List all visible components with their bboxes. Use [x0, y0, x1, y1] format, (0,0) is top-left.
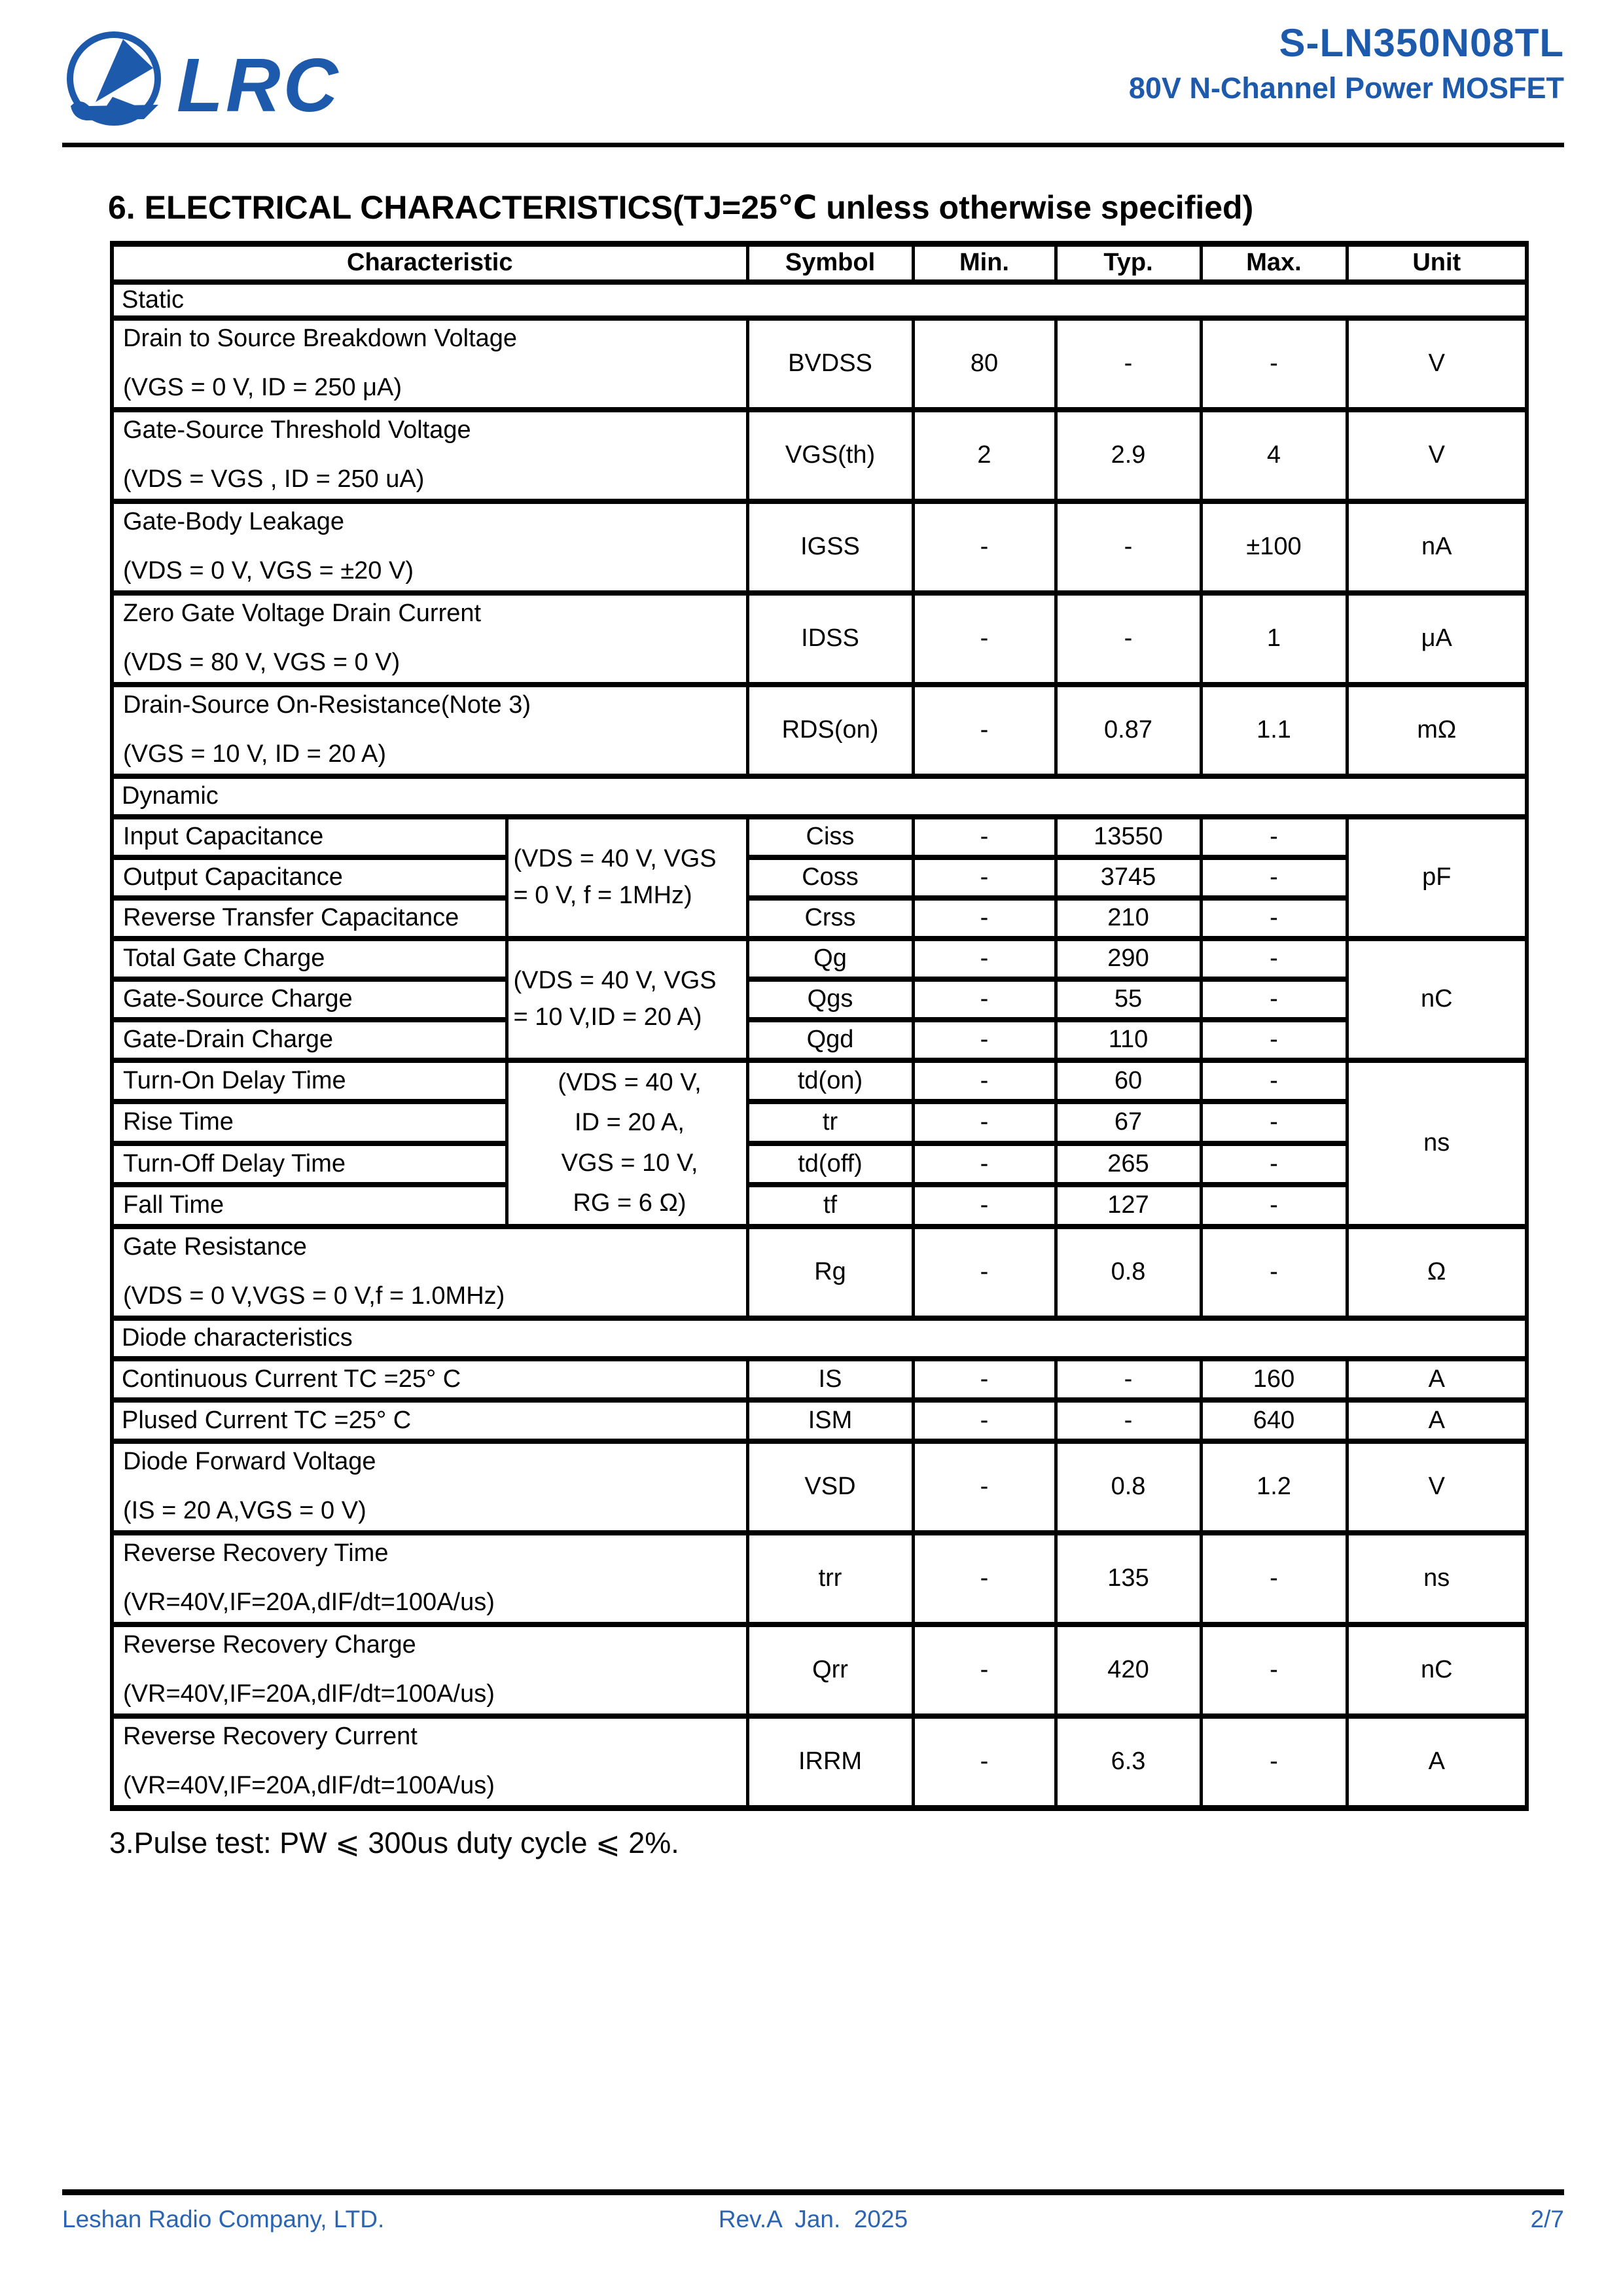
typ-cell: 2.9	[1056, 410, 1201, 501]
row-idss	[112, 593, 1527, 685]
max-cell: 1	[1201, 593, 1347, 685]
footer-revision: Rev.A Jan. 2025	[718, 2206, 908, 2233]
min-cell: -	[913, 1185, 1056, 1227]
characteristic-cell: Gate-Source Charge	[112, 979, 507, 1020]
characteristic-cell: Gate-Drain Charge	[112, 1020, 507, 1060]
unit-cell: V	[1347, 410, 1527, 501]
characteristic-cell: Turn-On Delay Time	[112, 1060, 507, 1102]
row-qrr	[112, 1624, 1527, 1716]
symbol-cell: tr	[747, 1102, 913, 1143]
unit-cell: nC	[1347, 1624, 1527, 1716]
typ-cell: 110	[1056, 1020, 1201, 1060]
symbol-cell: IS	[747, 1359, 913, 1400]
row-igss	[112, 501, 1527, 593]
section-row-static	[112, 282, 1527, 318]
max-cell: -	[1201, 1716, 1347, 1808]
typ-cell: 0.8	[1056, 1441, 1201, 1533]
min-cell: -	[913, 1624, 1056, 1716]
min-cell: -	[913, 685, 1056, 776]
row-is	[112, 1359, 1527, 1400]
symbol-cell: td(on)	[747, 1060, 913, 1102]
characteristic-cell: Reverse Transfer Capacitance	[112, 898, 507, 939]
characteristic-name: Drain-Source On-Resistance(Note 3)	[123, 691, 531, 719]
document-title-block	[1129, 22, 1564, 105]
min-cell: -	[913, 1533, 1056, 1624]
section-row-diode	[112, 1318, 1527, 1359]
symbol-cell: IGSS	[747, 501, 913, 593]
min-cell: -	[913, 1716, 1056, 1808]
characteristic-name: Diode Forward Voltage	[123, 1447, 376, 1475]
min-cell: -	[913, 1143, 1056, 1185]
typ-cell: 60	[1056, 1060, 1201, 1102]
min-cell: -	[913, 979, 1056, 1020]
characteristic-cell: Input Capacitance	[112, 817, 507, 857]
max-cell: -	[1201, 1102, 1347, 1143]
row-qgd	[112, 1020, 1527, 1060]
typ-cell: -	[1056, 501, 1201, 593]
characteristic-name: Reverse Recovery Charge	[123, 1630, 416, 1659]
pulse-test-note: 3.Pulse test: PW ⩽ 300us duty cycle ⩽ 2%.	[109, 1825, 679, 1859]
characteristic-cell: Plused Current TC =25° C	[112, 1400, 747, 1441]
footer-company: Leshan Radio Company, LTD.	[62, 2206, 385, 2233]
section-label: Diode characteristics	[112, 1318, 1527, 1359]
characteristic-cell: Output Capacitance	[112, 857, 507, 898]
condition-line: VGS = 10 V,	[561, 1149, 698, 1177]
min-cell: 2	[913, 410, 1056, 501]
characteristic-cell: Fall Time	[112, 1185, 507, 1227]
row-irrm	[112, 1716, 1527, 1808]
max-cell: -	[1201, 1227, 1347, 1318]
footer-page-number: 2/7	[1530, 2206, 1564, 2233]
col-header-characteristic: Characteristic	[112, 244, 747, 282]
row-rg	[112, 1227, 1527, 1318]
characteristic-name: Gate-Body Leakage	[123, 507, 345, 535]
condition-line: (VDS = 40 V, VGS	[513, 967, 717, 995]
symbol-cell: IDSS	[747, 593, 913, 685]
row-bvdss	[112, 318, 1527, 410]
symbol-cell: Qgd	[747, 1020, 913, 1060]
characteristic-name: Reverse Recovery Time	[123, 1539, 389, 1567]
min-cell: -	[913, 1441, 1056, 1533]
condition-line: = 10 V,ID = 20 A)	[513, 1003, 702, 1031]
characteristic-cell: Continuous Current TC =25° C	[112, 1359, 747, 1400]
electrical-characteristics-table	[110, 241, 1529, 1811]
typ-cell: -	[1056, 318, 1201, 410]
max-cell: -	[1201, 1020, 1347, 1060]
min-cell: -	[913, 593, 1056, 685]
symbol-cell: Ciss	[747, 817, 913, 857]
col-header-symbol: Symbol	[747, 244, 913, 282]
symbol-cell: BVDSS	[747, 318, 913, 410]
part-number: S-LN350N08TL	[1279, 21, 1564, 65]
test-condition: (VDS = 0 V,VGS = 0 V,f = 1.0MHz)	[123, 1282, 505, 1310]
typ-cell: -	[1056, 1400, 1201, 1441]
row-coss	[112, 857, 1527, 898]
unit-cell: V	[1347, 318, 1527, 410]
max-cell: -	[1201, 939, 1347, 979]
symbol-cell: ISM	[747, 1400, 913, 1441]
min-cell: -	[913, 817, 1056, 857]
condition-line: RG = 6 Ω)	[573, 1189, 687, 1217]
row-tf	[112, 1185, 1527, 1227]
row-qg	[112, 939, 1527, 979]
characteristic-cell	[112, 685, 747, 776]
row-rdson	[112, 685, 1527, 776]
test-condition: (VDS = VGS , ID = 250 uA)	[123, 465, 425, 493]
max-cell: -	[1201, 1624, 1347, 1716]
unit-cell: mΩ	[1347, 685, 1527, 776]
section-row-dynamic	[112, 776, 1527, 817]
max-cell: -	[1201, 1143, 1347, 1185]
typ-cell: 13550	[1056, 817, 1201, 857]
symbol-cell: Crss	[747, 898, 913, 939]
max-cell: -	[1201, 1185, 1347, 1227]
typ-cell: 290	[1056, 939, 1201, 979]
max-cell: -	[1201, 1533, 1347, 1624]
characteristic-name: Gate-Source Threshold Voltage	[123, 416, 471, 444]
min-cell: -	[913, 857, 1056, 898]
test-condition: (VR=40V,IF=20A,dIF/dt=100A/us)	[123, 1588, 495, 1616]
unit-cell: nC	[1347, 939, 1527, 1060]
unit-cell: A	[1347, 1400, 1527, 1441]
typ-cell: 67	[1056, 1102, 1201, 1143]
unit-cell: V	[1347, 1441, 1527, 1533]
characteristic-cell	[112, 1624, 747, 1716]
typ-cell: 0.8	[1056, 1227, 1201, 1318]
typ-cell: 135	[1056, 1533, 1201, 1624]
max-cell: 4	[1201, 410, 1347, 501]
unit-cell: μA	[1347, 593, 1527, 685]
symbol-cell: Rg	[747, 1227, 913, 1318]
unit-cell: A	[1347, 1716, 1527, 1808]
table-header-row	[112, 244, 1527, 282]
symbol-cell: Coss	[747, 857, 913, 898]
characteristic-cell: Rise Time	[112, 1102, 507, 1143]
min-cell: 80	[913, 318, 1056, 410]
typ-cell: 6.3	[1056, 1716, 1201, 1808]
symbol-cell: IRRM	[747, 1716, 913, 1808]
section-title: 6. ELECTRICAL CHARACTERISTICS(TJ=25℃ unless otherwise specified)	[108, 189, 1254, 226]
test-condition: (VR=40V,IF=20A,dIF/dt=100A/us)	[123, 1771, 495, 1799]
footer	[62, 2206, 1564, 2238]
unit-cell: ns	[1347, 1060, 1527, 1227]
characteristic-cell	[112, 593, 747, 685]
symbol-cell: trr	[747, 1533, 913, 1624]
max-cell: 1.1	[1201, 685, 1347, 776]
min-cell: -	[913, 939, 1056, 979]
test-condition: (IS = 20 A,VGS = 0 V)	[123, 1496, 366, 1524]
max-cell: 640	[1201, 1400, 1347, 1441]
col-header-unit: Unit	[1347, 244, 1527, 282]
typ-cell: -	[1056, 593, 1201, 685]
min-cell: -	[913, 501, 1056, 593]
max-cell: 160	[1201, 1359, 1347, 1400]
max-cell: 1.2	[1201, 1441, 1347, 1533]
min-cell: -	[913, 1102, 1056, 1143]
characteristic-cell: Total Gate Charge	[112, 939, 507, 979]
min-cell: -	[913, 1060, 1056, 1102]
max-cell: -	[1201, 898, 1347, 939]
symbol-cell: VGS(th)	[747, 410, 913, 501]
max-cell: -	[1201, 857, 1347, 898]
symbol-cell: Qgs	[747, 979, 913, 1020]
footer-divider	[62, 2189, 1564, 2195]
symbol-cell: RDS(on)	[747, 685, 913, 776]
characteristic-cell	[112, 1441, 747, 1533]
test-condition: (VR=40V,IF=20A,dIF/dt=100A/us)	[123, 1679, 495, 1708]
col-header-min: Min.	[913, 244, 1056, 282]
row-qgs	[112, 979, 1527, 1020]
characteristic-cell	[112, 1227, 747, 1318]
characteristic-cell	[112, 1533, 747, 1624]
condition-line: ID = 20 A,	[575, 1109, 685, 1137]
max-cell: ±100	[1201, 501, 1347, 593]
row-vsd	[112, 1441, 1527, 1533]
min-cell: -	[913, 1227, 1056, 1318]
symbol-cell: tf	[747, 1185, 913, 1227]
typ-cell: 210	[1056, 898, 1201, 939]
part-subtitle: 80V N-Channel Power MOSFET	[1128, 71, 1564, 105]
min-cell: -	[913, 1020, 1056, 1060]
min-cell: -	[913, 1400, 1056, 1441]
test-condition: (VDS = 0 V, VGS = ±20 V)	[123, 556, 414, 584]
condition-line: (VDS = 40 V, VGS	[513, 845, 717, 873]
condition-line: = 0 V, f = 1MHz)	[513, 881, 692, 909]
section-label: Static	[112, 282, 1527, 318]
typ-cell: 127	[1056, 1185, 1201, 1227]
row-ciss	[112, 817, 1527, 857]
characteristic-cell	[112, 318, 747, 410]
characteristic-cell: Turn-Off Delay Time	[112, 1143, 507, 1185]
condition-cell	[507, 1060, 747, 1227]
max-cell: -	[1201, 318, 1347, 410]
row-ism	[112, 1400, 1527, 1441]
max-cell: -	[1201, 1060, 1347, 1102]
test-condition: (VGS = 0 V, ID = 250 μA)	[123, 373, 402, 401]
col-header-max: Max.	[1201, 244, 1347, 282]
max-cell: -	[1201, 817, 1347, 857]
row-tdoff	[112, 1143, 1527, 1185]
row-tdon	[112, 1060, 1527, 1102]
lrc-logo	[60, 18, 368, 139]
typ-cell: 3745	[1056, 857, 1201, 898]
unit-cell: pF	[1347, 817, 1527, 939]
characteristic-cell	[112, 1716, 747, 1808]
characteristic-cell	[112, 410, 747, 501]
max-cell: -	[1201, 979, 1347, 1020]
section-label: Dynamic	[112, 776, 1527, 817]
condition-cell	[507, 817, 747, 939]
test-condition: (VGS = 10 V, ID = 20 A)	[123, 740, 387, 768]
row-trr	[112, 1533, 1527, 1624]
row-vgsth	[112, 410, 1527, 501]
typ-cell: 420	[1056, 1624, 1201, 1716]
row-tr	[112, 1102, 1527, 1143]
page-body	[108, 188, 1531, 1860]
symbol-cell: VSD	[747, 1441, 913, 1533]
typ-cell: 0.87	[1056, 685, 1201, 776]
characteristic-name: Reverse Recovery Current	[123, 1722, 418, 1750]
typ-cell: 265	[1056, 1143, 1201, 1185]
unit-cell: A	[1347, 1359, 1527, 1400]
col-header-typ: Typ.	[1056, 244, 1201, 282]
symbol-cell: Qrr	[747, 1624, 913, 1716]
unit-cell: ns	[1347, 1533, 1527, 1624]
row-crss	[112, 898, 1527, 939]
typ-cell: 55	[1056, 979, 1201, 1020]
unit-cell: Ω	[1347, 1227, 1527, 1318]
min-cell: -	[913, 898, 1056, 939]
characteristic-cell	[112, 501, 747, 593]
characteristic-name: Gate Resistance	[123, 1232, 307, 1261]
symbol-cell: td(off)	[747, 1143, 913, 1185]
condition-line: (VDS = 40 V,	[558, 1068, 702, 1096]
logo-text: LRC	[177, 43, 341, 128]
characteristic-name: Drain to Source Breakdown Voltage	[123, 324, 518, 352]
characteristic-name: Zero Gate Voltage Drain Current	[123, 599, 482, 627]
unit-cell: nA	[1347, 501, 1527, 593]
condition-cell	[507, 939, 747, 1060]
typ-cell: -	[1056, 1359, 1201, 1400]
lrc-logo-icon	[60, 18, 368, 136]
symbol-cell: Qg	[747, 939, 913, 979]
test-condition: (VDS = 80 V, VGS = 0 V)	[123, 648, 401, 676]
header-divider	[62, 143, 1564, 147]
min-cell: -	[913, 1359, 1056, 1400]
